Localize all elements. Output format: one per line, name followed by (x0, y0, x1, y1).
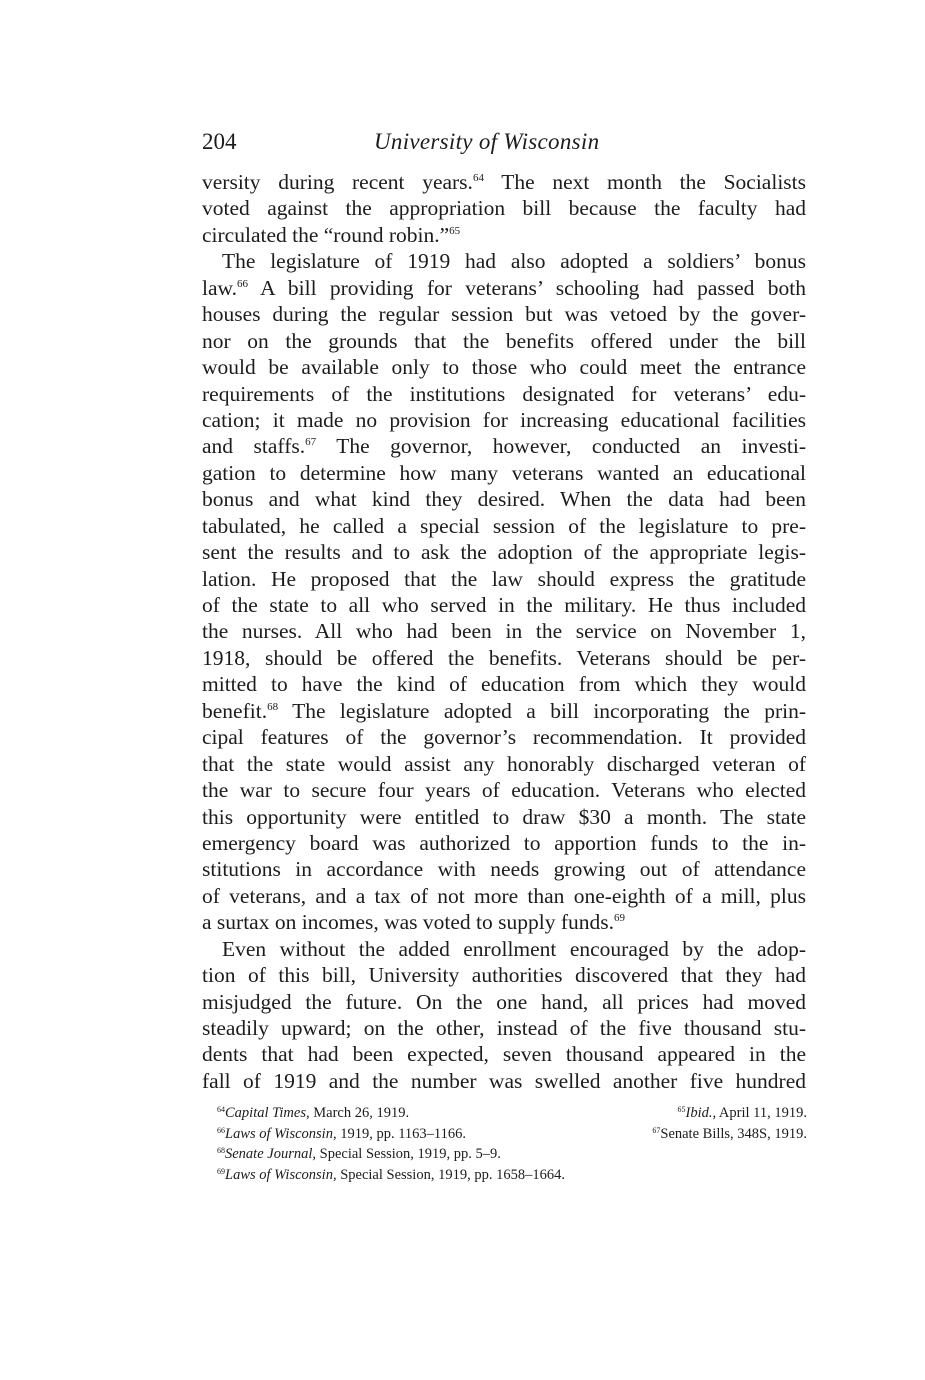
text-line (202, 804, 806, 830)
text-line (202, 883, 806, 909)
italic-text: Laws of Wisconsin, (225, 1125, 337, 1142)
text-run: The next month the Socialists (483, 170, 807, 194)
text-run: mitted to have the kind of education from which they would (202, 672, 806, 697)
text-line (202, 195, 806, 221)
footnote-ref: 68 (267, 700, 279, 713)
text-run: The legislature adopted a bill incorporating the prin- (278, 698, 806, 723)
footnote (217, 1103, 409, 1124)
text-line (202, 460, 806, 486)
text-line (202, 301, 806, 327)
italic-text: Laws of Wisconsin, (225, 1166, 337, 1183)
footnote-ref: 64 (217, 1105, 225, 1114)
text-run: gation to determine how many veterans wanted an educational (202, 460, 806, 485)
body-text (202, 169, 806, 1094)
text-run: A bill providing for veterans’ schooling had passed both (248, 275, 806, 300)
text-line (202, 1015, 806, 1041)
paragraph (202, 248, 806, 935)
text-run: tabulated, he called a special session of the legislature to pre- (202, 513, 806, 538)
text-run: and staffs. (202, 434, 306, 459)
footnote-ref: 65 (449, 224, 461, 237)
text-run: nor on the grounds that the benefits offered under the bill (202, 328, 806, 353)
text-run: would be available only to those who could meet the entrance (202, 355, 806, 380)
text-line (202, 724, 806, 750)
text-run: stitutions in accordance with needs growing out of attendance (202, 857, 806, 882)
footnote (652, 1124, 807, 1145)
text-line (202, 1041, 806, 1067)
text-line (202, 592, 806, 618)
footnote (677, 1103, 807, 1124)
text-line (202, 328, 806, 354)
text-run: Special Session, 1919, pp. 5–9. (316, 1146, 501, 1162)
text-line (202, 777, 806, 803)
text-run: cipal features of the governor’s recommendation. It provided (202, 725, 806, 750)
text-run: March 26, 1919. (309, 1105, 410, 1121)
paragraph (202, 169, 806, 248)
text-line (202, 433, 806, 459)
text-run: the nurses. All who had been in the service on November 1, (202, 619, 806, 644)
footnote-ref: 67 (305, 436, 317, 449)
text-line (202, 698, 806, 724)
text-line (202, 248, 806, 274)
footnotes (217, 1103, 807, 1185)
text-run: The legislature of 1919 had also adopted a soldiers’ bonus (222, 249, 806, 274)
text-run: Senate Bills, 348S, 1919. (660, 1125, 807, 1142)
italic-text: Senate Journal, (225, 1146, 317, 1162)
text-line (202, 354, 806, 380)
text-line (202, 909, 806, 935)
text-run: lation. He proposed that the law should express the gratitude (202, 566, 806, 591)
text-run: The governor, however, conducted an investi- (316, 434, 806, 459)
text-run: houses during the regular session but was vetoed by the gover- (202, 302, 806, 327)
footnote-row (217, 1124, 807, 1145)
text-run: fall of 1919 and the number was swelled another five hundred (202, 1068, 806, 1093)
text-run: that the state would assist any honorably discharged veteran of (202, 751, 806, 776)
text-line (202, 486, 806, 512)
footnote (217, 1165, 565, 1186)
footnote-ref: 69 (614, 912, 626, 925)
footnote (217, 1144, 501, 1165)
text-line (202, 830, 806, 856)
footnote-ref: 67 (652, 1125, 661, 1135)
footnote-ref: 66 (237, 277, 249, 290)
text-run: the war to secure four years of education. Veterans who elected (202, 778, 806, 803)
text-line (202, 222, 806, 248)
text-run: requirements of the institutions designated for veterans’ edu- (202, 381, 806, 406)
text-line (202, 513, 806, 539)
page-header (202, 124, 806, 164)
footnote-row (217, 1165, 807, 1186)
text-run: versity during recent years. (202, 170, 473, 194)
text-run: misjudged the future. On the one hand, all prices had moved (202, 989, 806, 1014)
text-line (202, 751, 806, 777)
text-run: bonus and what kind they desired. When the data had been (202, 487, 806, 512)
text-line (202, 962, 806, 988)
text-run: of veterans, and a tax of not more than one-eighth of a mill, plus (202, 883, 806, 908)
text-run: benefit. (202, 698, 268, 723)
text-run: Even without the added enrollment encouraged by the adop- (222, 936, 806, 961)
text-run: of the state to all who served in the military. He thus included (202, 593, 806, 617)
text-line (202, 671, 806, 697)
text-line (202, 618, 806, 644)
text-line (202, 275, 806, 301)
text-run: voted against the appropriation bill because the faculty had (202, 196, 806, 221)
text-run: a surtax on incomes, was voted to supply funds. (202, 910, 615, 935)
footnote (217, 1124, 466, 1145)
footnote-ref: 65 (677, 1105, 686, 1114)
footnote-ref: 64 (472, 172, 484, 184)
footnote-ref: 68 (217, 1146, 225, 1155)
text-line (202, 381, 806, 407)
text-run: sent the results and to ask the adoption of the appropriate legis- (202, 540, 806, 565)
text-line (202, 566, 806, 592)
text-line (202, 539, 806, 565)
text-run: tion of this bill, University authorities discovered that they had (202, 963, 806, 988)
text-run: 1918, should be offered the benefits. Veterans should be per- (202, 645, 806, 670)
text-line (202, 936, 806, 962)
footnote-row (217, 1144, 807, 1165)
running-head: University of Wisconsin (374, 129, 600, 154)
footnote-row (217, 1103, 807, 1124)
text-line (202, 856, 806, 882)
text-line (202, 169, 806, 195)
text-line (202, 407, 806, 433)
page-number: 204 (202, 129, 237, 154)
text-line (202, 645, 806, 671)
text-run: cation; it made no provision for increasing educational facilities (202, 407, 806, 432)
italic-text: Capital Times, (225, 1105, 310, 1121)
text-run: circulated the “round robin.” (202, 222, 450, 247)
text-run: law. (202, 275, 238, 300)
italic-text: Ibid., (685, 1105, 717, 1121)
text-run: emergency board was authorized to apportion funds to the in- (202, 830, 806, 855)
paragraph (202, 936, 806, 1095)
text-run: 1919, pp. 1163–1166. (336, 1125, 467, 1142)
text-run: dents that had been expected, seven thousand appeared in the (202, 1042, 806, 1067)
text-run: Special Session, 1919, pp. 1658–1664. (336, 1166, 565, 1183)
text-run: steadily upward; on the other, instead of the five thousand stu- (202, 1016, 806, 1040)
footnote-ref: 66 (217, 1125, 225, 1135)
text-line (202, 989, 806, 1015)
text-run: this opportunity were entitled to draw $30 a month. The state (202, 804, 806, 829)
text-run: April 11, 1919. (716, 1105, 807, 1121)
text-line (202, 1068, 806, 1094)
footnote-ref: 69 (217, 1166, 225, 1176)
